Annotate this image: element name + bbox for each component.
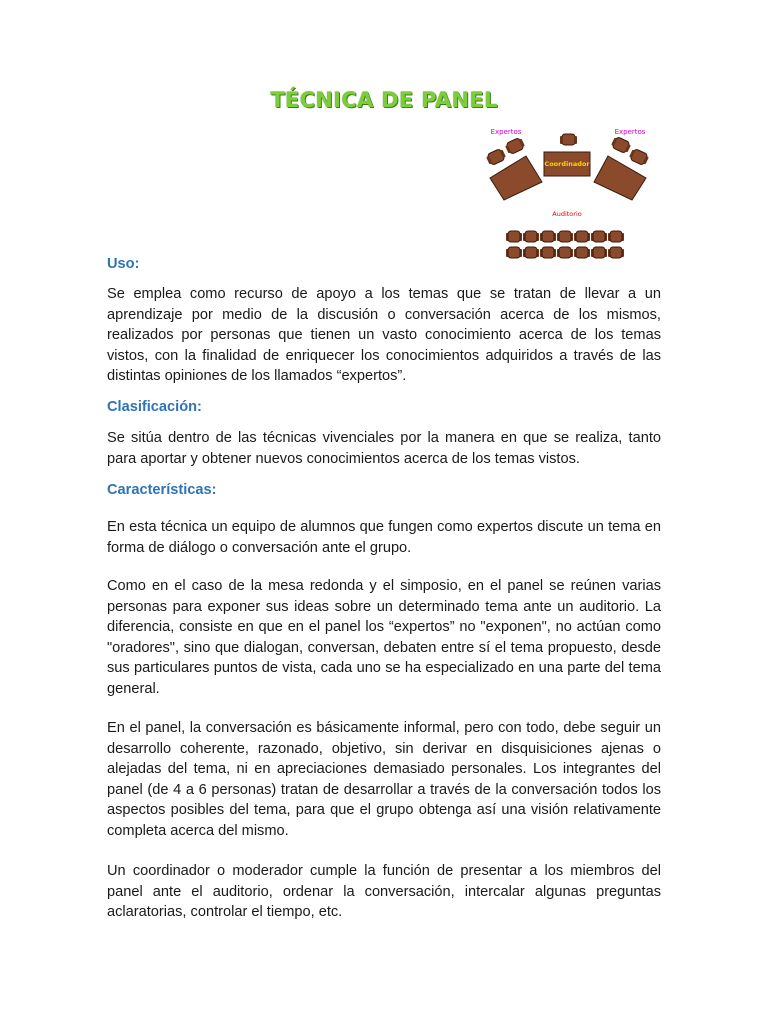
section-heading: Uso: bbox=[107, 256, 140, 272]
paragraph: En el panel, la conversación es básicamente informal, pero con todo, debe seguir un desarrollo coherente, razonado, objetivo, sin derivar en disquisiciones ajenas o alejadas del tema, ni en apreciaciones demasiado personales. Los integrantes del panel (de 4 a 6 personas) tratan de desarrollar a través de la conversación todos los aspectos posibles del tema, para que el grupo obtenga así una visión relativamente completa acerca del mismo. bbox=[107, 720, 661, 839]
audience-seat bbox=[506, 231, 522, 242]
audience-seat bbox=[523, 231, 539, 242]
section-caracteristicas-p1 bbox=[107, 517, 661, 558]
coordinator-label: Coordinador bbox=[544, 160, 590, 168]
paragraph: Un coordinador o moderador cumple la función de presentar a los miembros del panel ante el auditorio, ordenar la conversación, intercalar algunas preguntas aclaratorias, controlar el tiempo, etc. bbox=[107, 863, 661, 921]
section-caracteristicas-p2 bbox=[107, 576, 661, 700]
paragraph: En esta técnica un equipo de alumnos que fungen como expertos discute un tema en forma de diálogo o conversación ante el grupo. bbox=[107, 519, 661, 556]
section-heading: Características: bbox=[107, 482, 217, 498]
page-title: TÉCNICA DE PANEL bbox=[270, 88, 498, 112]
section-heading: Clasificación: bbox=[107, 399, 202, 415]
panel-seating-diagram bbox=[482, 122, 652, 270]
section-caracteristicas bbox=[107, 480, 661, 501]
audience-seat bbox=[540, 231, 556, 242]
section-caracteristicas-p3 bbox=[107, 718, 661, 842]
experts-left-label: Expertos bbox=[490, 128, 522, 136]
audience-seat bbox=[557, 231, 573, 242]
audience-label: Auditorio bbox=[552, 210, 582, 218]
coordinator-chair bbox=[560, 134, 577, 145]
section-clasificacion-body bbox=[107, 428, 661, 469]
paragraph: Se sitúa dentro de las técnicas vivenciales por la manera en que se realiza, tanto para aportar y obtener nuevos conocimientos acerca de los temas vistos. bbox=[107, 430, 661, 467]
paragraph: Se emplea como recurso de apoyo a los temas que se tratan de llevar a un aprendizaje por medio de la discusión o conversación acerca de los mismos, realizados por personas que tienen un vasto conocimiento acerca de los temas vistos, con la finalidad de enriquecer los conocimientos adquiridos a través de las distintas opiniones de los llamados “expertos”. bbox=[107, 286, 661, 385]
section-clasificacion bbox=[107, 397, 661, 418]
experts-right-label: Expertos bbox=[614, 128, 646, 136]
section-uso bbox=[107, 254, 661, 275]
section-caracteristicas-p4 bbox=[107, 861, 661, 923]
paragraph: Como en el caso de la mesa redonda y el simposio, en el panel se reúnen varias personas para exponer sus ideas sobre un determinado tema ante un auditorio. La diferencia, consiste en que en el panel los “expertos” no "exponen", no actúan como "oradores", sino que dialogan, conversan, debaten entre sí el tema propuesto, desde sus particulares puntos de vista, cada uno se ha especializado en una parte del tema general. bbox=[107, 578, 661, 697]
audience-seat bbox=[574, 231, 590, 242]
audience-seat bbox=[591, 231, 607, 242]
section-uso-body bbox=[107, 284, 661, 387]
audience-seat bbox=[608, 231, 624, 242]
